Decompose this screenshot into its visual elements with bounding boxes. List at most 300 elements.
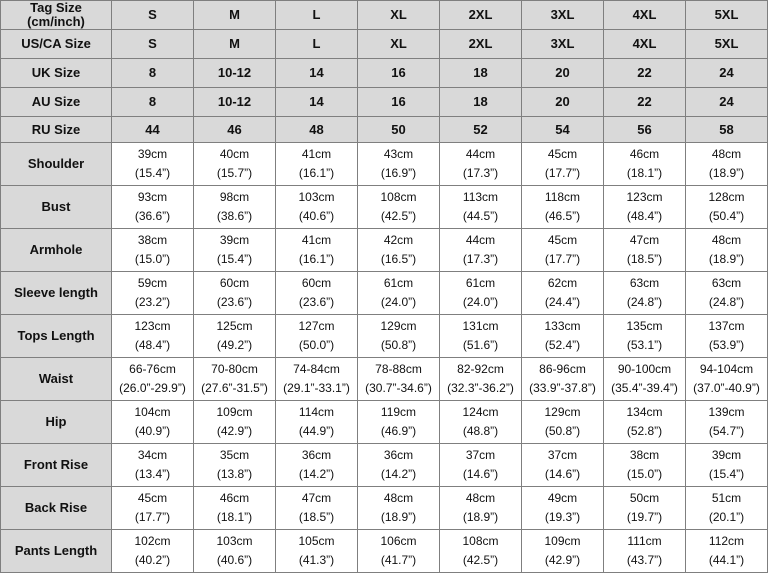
measurement-cell <box>194 143 276 186</box>
measurement-cell <box>604 315 686 358</box>
row-label-line: Tag Size <box>30 0 82 15</box>
cm-value: 47cm <box>629 233 660 247</box>
cm-value: 45cm <box>547 147 578 161</box>
inch-value: (18.9”) <box>462 510 499 524</box>
conversion-row <box>1 88 768 117</box>
cm-value: 39cm <box>219 233 250 247</box>
row-label: Waist <box>1 358 112 401</box>
measurement-row <box>1 444 768 487</box>
measurement-cell <box>440 401 522 444</box>
measurement-cell <box>276 186 358 229</box>
cm-value: 129cm <box>544 405 581 419</box>
cm-value: 108cm <box>380 190 417 204</box>
cm-value: 111cm <box>627 534 662 548</box>
cm-value: 108cm <box>462 534 499 548</box>
cm-value: 59cm <box>137 276 168 290</box>
measurement-cell <box>112 315 194 358</box>
measurement-cell <box>276 401 358 444</box>
cm-value: 35cm <box>219 448 250 462</box>
cm-value: 44cm <box>465 233 496 247</box>
measurement-cell <box>686 229 768 272</box>
cm-value: 38cm <box>137 233 168 247</box>
measurement-cell <box>358 530 440 573</box>
row-label: AU Size <box>1 88 112 117</box>
measurement-cell <box>522 272 604 315</box>
inch-value: (37.0”-40.9”) <box>693 381 760 395</box>
inch-value: (38.6”) <box>216 209 253 223</box>
inch-value: (18.1”) <box>626 166 663 180</box>
measurement-cell <box>604 272 686 315</box>
cm-value: 37cm <box>547 448 578 462</box>
measurement-cell <box>440 143 522 186</box>
cm-value: 37cm <box>465 448 496 462</box>
cm-value: 47cm <box>301 491 332 505</box>
cm-value: 66-76cm <box>129 362 176 376</box>
conversion-cell: 10-12 <box>194 59 276 88</box>
measurement-cell <box>276 487 358 530</box>
inch-value: (49.2”) <box>216 338 253 352</box>
conversion-cell: 4XL <box>604 30 686 59</box>
inch-value: (17.7”) <box>544 252 581 266</box>
conversion-cell: 18 <box>440 88 522 117</box>
conversion-cell: 8 <box>112 88 194 117</box>
measurement-cell <box>604 358 686 401</box>
measurement-cell <box>522 444 604 487</box>
measurement-row <box>1 401 768 444</box>
inch-value: (18.9”) <box>380 510 417 524</box>
cm-value: 44cm <box>465 147 496 161</box>
cm-value: 135cm <box>626 319 663 333</box>
cm-value: 131cm <box>462 319 499 333</box>
measurement-cell <box>686 186 768 229</box>
measurement-cell <box>194 530 276 573</box>
cm-value: 70-80cm <box>211 362 258 376</box>
cm-value: 86-96cm <box>539 362 586 376</box>
cm-value: 93cm <box>137 190 168 204</box>
measurement-cell <box>358 358 440 401</box>
cm-value: 74-84cm <box>293 362 340 376</box>
inch-value: (53.1”) <box>626 338 663 352</box>
measurement-cell <box>440 186 522 229</box>
cm-value: 133cm <box>544 319 581 333</box>
cm-value: 113cm <box>462 190 499 204</box>
inch-value: (17.7”) <box>134 510 171 524</box>
cm-value: 102cm <box>134 534 171 548</box>
measurement-row <box>1 487 768 530</box>
inch-value: (18.5”) <box>298 510 335 524</box>
cm-value: 128cm <box>708 190 745 204</box>
conversion-cell: 10-12 <box>194 88 276 117</box>
cm-value: 62cm <box>547 276 578 290</box>
cm-value: 129cm <box>380 319 417 333</box>
inch-value: (54.7”) <box>708 424 745 438</box>
conversion-cell: 46 <box>194 117 276 143</box>
inch-value: (46.9”) <box>380 424 417 438</box>
conversion-cell: 22 <box>604 88 686 117</box>
cm-value: 118cm <box>544 190 581 204</box>
measurement-cell <box>522 186 604 229</box>
cm-value: 106cm <box>380 534 417 548</box>
inch-value: (29.1”-33.1”) <box>283 381 350 395</box>
measurement-cell <box>604 143 686 186</box>
cm-value: 60cm <box>301 276 332 290</box>
conversion-cell: 24 <box>686 88 768 117</box>
measurement-cell <box>276 143 358 186</box>
cm-value: 90-100cm <box>617 362 672 376</box>
cm-value: 48cm <box>383 491 414 505</box>
measurement-cell <box>358 272 440 315</box>
inch-value: (15.4”) <box>708 467 745 481</box>
cm-value: 125cm <box>216 319 253 333</box>
inch-value: (48.8”) <box>462 424 499 438</box>
conversion-cell: S <box>112 30 194 59</box>
inch-value: (40.6”) <box>216 553 253 567</box>
cm-value: 49cm <box>547 491 578 505</box>
row-label: Armhole <box>1 229 112 272</box>
inch-value: (52.4”) <box>544 338 581 352</box>
cm-value: 43cm <box>383 147 414 161</box>
row-label: US/CA Size <box>1 30 112 59</box>
measurement-cell <box>194 229 276 272</box>
inch-value: (17.3”) <box>462 166 499 180</box>
cm-value: 39cm <box>137 147 168 161</box>
measurement-row <box>1 186 768 229</box>
cm-value: 48cm <box>711 233 742 247</box>
cm-value: 109cm <box>216 405 253 419</box>
measurement-cell <box>522 315 604 358</box>
conversion-cell: 48 <box>276 117 358 143</box>
inch-value: (24.8”) <box>708 295 745 309</box>
measurement-cell <box>358 315 440 358</box>
row-label: Back Rise <box>1 487 112 530</box>
cm-value: 36cm <box>301 448 332 462</box>
measurement-cell <box>440 358 522 401</box>
conversion-cell: 44 <box>112 117 194 143</box>
row-label: Tops Length <box>1 315 112 358</box>
cm-value: 127cm <box>298 319 335 333</box>
measurement-cell <box>276 530 358 573</box>
measurement-cell <box>440 315 522 358</box>
cm-value: 42cm <box>383 233 414 247</box>
measurement-row <box>1 143 768 186</box>
measurement-cell <box>112 229 194 272</box>
cm-value: 124cm <box>462 405 499 419</box>
conversion-cell: 20 <box>522 88 604 117</box>
conversion-cell: 52 <box>440 117 522 143</box>
cm-value: 123cm <box>626 190 663 204</box>
inch-value: (42.5”) <box>462 553 499 567</box>
inch-value: (14.6”) <box>462 467 499 481</box>
inch-value: (23.6”) <box>298 295 335 309</box>
inch-value: (40.6”) <box>298 209 335 223</box>
cm-value: 63cm <box>711 276 742 290</box>
cm-value: 134cm <box>626 405 663 419</box>
cm-value: 123cm <box>134 319 171 333</box>
measurement-cell <box>194 401 276 444</box>
conversion-cell: 22 <box>604 59 686 88</box>
inch-value: (43.7”) <box>626 553 663 567</box>
measurement-cell <box>276 229 358 272</box>
conversion-cell: L <box>276 30 358 59</box>
inch-value: (20.1”) <box>708 510 745 524</box>
inch-value: (15.4”) <box>134 166 171 180</box>
cm-value: 61cm <box>383 276 414 290</box>
conversion-cell: 2XL <box>440 30 522 59</box>
inch-value: (50.4”) <box>708 209 745 223</box>
inch-value: (36.6”) <box>134 209 171 223</box>
tag-size-cell: S <box>112 1 194 30</box>
cm-value: 41cm <box>301 233 332 247</box>
cm-value: 51cm <box>711 491 742 505</box>
measurement-cell <box>194 444 276 487</box>
conversion-cell: XL <box>358 30 440 59</box>
inch-value: (18.9”) <box>708 166 745 180</box>
measurement-row <box>1 272 768 315</box>
conversion-cell: 16 <box>358 88 440 117</box>
inch-value: (50.8”) <box>380 338 417 352</box>
size-chart-body <box>1 1 768 573</box>
measurement-cell <box>112 530 194 573</box>
inch-value: (23.6”) <box>216 295 253 309</box>
conversion-cell: M <box>194 30 276 59</box>
measurement-cell <box>522 229 604 272</box>
conversion-cell: 14 <box>276 88 358 117</box>
measurement-cell <box>686 487 768 530</box>
measurement-cell <box>112 401 194 444</box>
measurement-cell <box>358 444 440 487</box>
inch-value: (23.2”) <box>134 295 171 309</box>
inch-value: (15.4”) <box>216 252 253 266</box>
cm-value: 137cm <box>708 319 745 333</box>
cm-value: 112cm <box>708 534 745 548</box>
conversion-cell: 24 <box>686 59 768 88</box>
row-label: Sleeve length <box>1 272 112 315</box>
conversion-cell: 8 <box>112 59 194 88</box>
measurement-cell <box>276 272 358 315</box>
inch-value: (17.7”) <box>544 166 581 180</box>
conversion-cell: 18 <box>440 59 522 88</box>
cm-value: 119cm <box>380 405 417 419</box>
inch-value: (19.7”) <box>626 510 663 524</box>
conversion-cell: 50 <box>358 117 440 143</box>
cm-value: 61cm <box>465 276 496 290</box>
cm-value: 45cm <box>137 491 168 505</box>
cm-value: 139cm <box>708 405 745 419</box>
row-label: Hip <box>1 401 112 444</box>
cm-value: 50cm <box>629 491 660 505</box>
cm-value: 82-92cm <box>457 362 504 376</box>
conversion-cell: 58 <box>686 117 768 143</box>
measurement-cell <box>440 530 522 573</box>
inch-value: (24.0”) <box>380 295 417 309</box>
inch-value: (40.2”) <box>134 553 171 567</box>
inch-value: (32.3”-36.2”) <box>447 381 514 395</box>
conversion-cell: 16 <box>358 59 440 88</box>
measurement-cell <box>686 530 768 573</box>
inch-value: (13.4”) <box>134 467 171 481</box>
inch-value: (44.1”) <box>708 553 745 567</box>
cm-value: 60cm <box>219 276 250 290</box>
measurement-cell <box>522 401 604 444</box>
inch-value: (30.7”-34.6”) <box>365 381 432 395</box>
cm-value: 41cm <box>301 147 332 161</box>
conversion-cell: 3XL <box>522 30 604 59</box>
inch-value: (16.5”) <box>380 252 417 266</box>
cm-value: 98cm <box>219 190 250 204</box>
measurement-cell <box>194 272 276 315</box>
cm-value: 78-88cm <box>375 362 422 376</box>
measurement-cell <box>686 272 768 315</box>
cm-value: 39cm <box>711 448 742 462</box>
cm-value: 46cm <box>629 147 660 161</box>
measurement-cell <box>604 229 686 272</box>
cm-value: 48cm <box>465 491 496 505</box>
measurement-row <box>1 530 768 573</box>
measurement-cell <box>604 186 686 229</box>
row-label: RU Size <box>1 117 112 143</box>
cm-value: 40cm <box>219 147 250 161</box>
inch-value: (14.2”) <box>380 467 417 481</box>
inch-value: (42.9”) <box>216 424 253 438</box>
conversion-cell: 56 <box>604 117 686 143</box>
inch-value: (16.1”) <box>298 166 335 180</box>
measurement-cell <box>194 315 276 358</box>
measurement-cell <box>276 444 358 487</box>
measurement-row <box>1 358 768 401</box>
measurement-cell <box>522 358 604 401</box>
measurement-cell <box>522 487 604 530</box>
measurement-cell <box>276 358 358 401</box>
conversion-row <box>1 59 768 88</box>
measurement-cell <box>440 229 522 272</box>
cm-value: 46cm <box>219 491 250 505</box>
measurement-cell <box>358 229 440 272</box>
measurement-cell <box>194 358 276 401</box>
measurement-cell <box>686 143 768 186</box>
measurement-cell <box>276 315 358 358</box>
measurement-cell <box>194 186 276 229</box>
cm-value: 114cm <box>298 405 335 419</box>
inch-value: (17.3”) <box>462 252 499 266</box>
tag-size-cell: L <box>276 1 358 30</box>
tag-size-cell: 5XL <box>686 1 768 30</box>
row-label <box>1 1 112 30</box>
inch-value: (52.8”) <box>626 424 663 438</box>
inch-value: (14.6”) <box>544 467 581 481</box>
measurement-cell <box>112 358 194 401</box>
inch-value: (51.6”) <box>462 338 499 352</box>
tag-size-cell: 2XL <box>440 1 522 30</box>
inch-value: (13.8”) <box>216 467 253 481</box>
inch-value: (16.1”) <box>298 252 335 266</box>
inch-value: (42.5”) <box>380 209 417 223</box>
inch-value: (24.0”) <box>462 295 499 309</box>
inch-value: (44.5”) <box>462 209 499 223</box>
row-label: Shoulder <box>1 143 112 186</box>
inch-value: (50.8”) <box>544 424 581 438</box>
inch-value: (18.5”) <box>626 252 663 266</box>
conversion-cell: 20 <box>522 59 604 88</box>
inch-value: (16.9”) <box>380 166 417 180</box>
inch-value: (15.0”) <box>626 467 663 481</box>
inch-value: (41.3”) <box>298 553 335 567</box>
cm-value: 109cm <box>544 534 581 548</box>
cm-value: 34cm <box>137 448 168 462</box>
inch-value: (18.1”) <box>216 510 253 524</box>
measurement-cell <box>686 401 768 444</box>
conversion-cell: 14 <box>276 59 358 88</box>
measurement-cell <box>686 315 768 358</box>
inch-value: (44.9”) <box>298 424 335 438</box>
measurement-cell <box>112 143 194 186</box>
row-label: UK Size <box>1 59 112 88</box>
conversion-row <box>1 30 768 59</box>
tag-size-cell: XL <box>358 1 440 30</box>
inch-value: (26.0”-29.9”) <box>119 381 186 395</box>
cm-value: 104cm <box>134 405 171 419</box>
tag-size-cell: 3XL <box>522 1 604 30</box>
measurement-cell <box>604 530 686 573</box>
inch-value: (48.4”) <box>626 209 663 223</box>
row-label: Pants Length <box>1 530 112 573</box>
cm-value: 36cm <box>383 448 414 462</box>
cm-value: 48cm <box>711 147 742 161</box>
inch-value: (33.9”-37.8”) <box>529 381 596 395</box>
conversion-cell: 5XL <box>686 30 768 59</box>
cm-value: 103cm <box>216 534 253 548</box>
inch-value: (19.3”) <box>544 510 581 524</box>
inch-value: (15.7”) <box>216 166 253 180</box>
row-label: Front Rise <box>1 444 112 487</box>
measurement-cell <box>440 444 522 487</box>
tag-size-row <box>1 1 768 30</box>
cm-value: 94-104cm <box>699 362 754 376</box>
measurement-cell <box>194 487 276 530</box>
measurement-cell <box>358 186 440 229</box>
measurement-row <box>1 229 768 272</box>
inch-value: (24.8”) <box>626 295 663 309</box>
measurement-cell <box>112 487 194 530</box>
cm-value: 63cm <box>629 276 660 290</box>
conversion-row <box>1 117 768 143</box>
measurement-cell <box>522 143 604 186</box>
measurement-cell <box>112 272 194 315</box>
inch-value: (24.4”) <box>544 295 581 309</box>
measurement-cell <box>604 487 686 530</box>
conversion-cell: 54 <box>522 117 604 143</box>
row-label: Bust <box>1 186 112 229</box>
measurement-cell <box>440 272 522 315</box>
cm-value: 105cm <box>298 534 335 548</box>
measurement-row <box>1 315 768 358</box>
inch-value: (14.2”) <box>298 467 335 481</box>
inch-value: (35.4”-39.4”) <box>611 381 678 395</box>
tag-size-cell: 4XL <box>604 1 686 30</box>
cm-value: 45cm <box>547 233 578 247</box>
measurement-cell <box>686 444 768 487</box>
measurement-cell <box>112 186 194 229</box>
measurement-cell <box>604 444 686 487</box>
measurement-cell <box>358 401 440 444</box>
cm-value: 103cm <box>298 190 335 204</box>
inch-value: (41.7”) <box>380 553 417 567</box>
measurement-cell <box>604 401 686 444</box>
inch-value: (15.0”) <box>134 252 171 266</box>
measurement-cell <box>112 444 194 487</box>
inch-value: (42.9”) <box>544 553 581 567</box>
measurement-cell <box>522 530 604 573</box>
measurement-cell <box>440 487 522 530</box>
